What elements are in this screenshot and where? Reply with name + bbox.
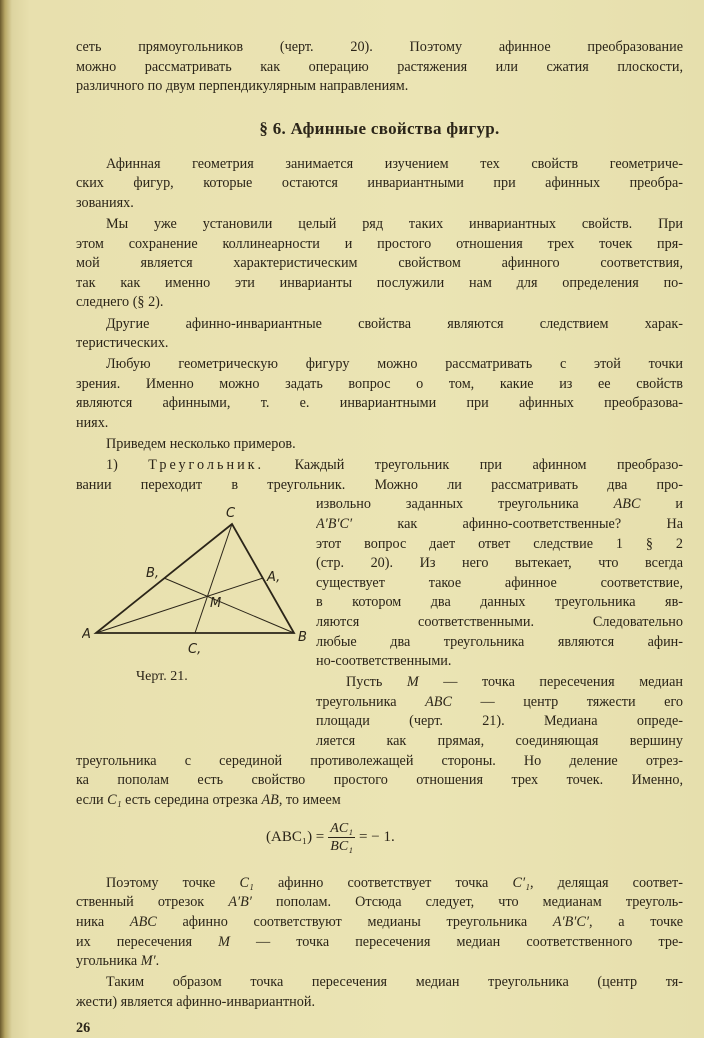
text-line: треугольника с серединой противолежащей стороны. Но деление отрез- [76,752,683,769]
figure-caption: Черт. 21. [136,669,188,685]
text-line: этом сохранение коллинеарности и простого отношения трех точек пря- [76,235,683,252]
text-line: Пусть M — точка пересечения медиан [346,674,683,691]
text-line: Приведем несколько примеров. [106,436,296,453]
text-line: ка пополам есть свойство простого отношения трех точек. Именно, [76,772,683,789]
text-line: Поэтому точке C₁ афинно соответствует точка C′₁, делящая соответ- [106,874,683,891]
text-line: ляется как прямая, соединяющая вершину [316,733,683,749]
median-c [195,524,232,633]
text-line: можно рассматривать как операцию растяжения или сжатия плоскости, [76,58,683,75]
label-c: C [226,506,236,522]
text-line: теристических. [76,335,169,352]
text-line: Другие афинно-инвариантные свойства являются следствием харак- [106,315,683,332]
median-b [164,578,294,633]
text-line: угольника M′. [76,953,160,970]
intro-paragraph [76,38,683,97]
text-line: жести) является афинно-инвариантной. [76,993,315,1010]
page-number: 26 [76,1019,91,1036]
text-line: этот вопрос дает ответ следствие 1 § 2 [316,535,683,552]
text-line: Таким образом точка пересечения медиан треугольника (центр тя- [106,974,683,991]
paragraph [76,315,683,354]
paragraph [76,215,683,313]
text-line: извольно заданных треугольника ABC и [316,496,683,513]
label-a1: A, [267,570,281,586]
text-line: но-соответственными. [316,653,452,670]
text-line: ниях. [76,415,109,431]
label-b1: B, [146,566,160,582]
term: Треугольник. [148,457,265,474]
text-line: зованиях. [76,194,134,211]
fraction-denominator: BC₁ [330,839,354,855]
formula-lhs: (ABC₁) = [266,829,325,846]
text-line: A′B′C′ как афинно-соответственные? На [316,515,683,532]
text-line: любые два треугольника являются афин- [316,633,683,650]
formula [76,810,683,872]
text-line: мой является характеристическим свойством афинного соответствия, [76,255,683,272]
fraction [328,820,355,855]
text-line: ника ABC афинно соответствуют медианы треугольника A′B′C′, а точке [76,914,683,931]
text-line: Любую геометрическую фигуру можно рассматривать с этой точки [106,356,683,373]
text-line: ских фигур, которые остаются инвариантными при афинных преобра- [76,175,683,192]
label-c1: C, [188,642,202,658]
text-line [76,456,683,476]
section-heading: § 6. Афинные свойства фигур. [259,118,500,138]
paragraph [76,155,683,214]
triangle-abc [96,524,294,633]
label-m: M [210,596,222,612]
text-line: существует такое афинное соответствие, [316,574,683,591]
text-line: ляются соответственными. Следовательно [316,613,683,630]
text-line: Мы уже установили целый ряд таких инвариантных свойств. При [106,216,683,233]
text-line: ственный отрезок A′B′ пополам. Отсюда следует, что медианам треуголь- [76,894,683,911]
text-line: (стр. 20). Из него вытекает, что всегда [316,555,683,572]
text-line: различного по двум перпендикулярным направлениям. [76,78,409,95]
text-line: их пересечения M — точка пересечения медиан соответственного тре- [76,933,683,950]
text-line: если C₁ есть середина отрезка AB, то имеем [76,791,341,808]
item-number: 1) [106,457,118,474]
text-line: вании переходит в треугольник. Можно ли рассматривать два про- [76,476,683,493]
text-line: площади (черт. 21). Медиана опреде- [316,713,683,730]
figure-21 [76,495,316,713]
paragraph [76,435,683,455]
text-line: являются афинными, т. е. инвариантными при афинных преобразова- [76,395,683,412]
median-a [96,578,263,633]
paragraph [76,973,683,1012]
text-line: Афинная геометрия занимается изучением тех свойств геометриче- [106,155,683,172]
label-b: B [298,630,307,646]
text-fragment: Каждый треугольник при афинном преобразо- [294,457,684,474]
fraction-numerator: AC₁ [330,821,354,837]
text-line: следнего (§ 2). [76,294,164,311]
text-line: треугольника ABC — центр тяжести его [316,693,683,710]
paragraph [76,456,683,810]
paragraph [76,874,683,972]
figure-side-text [316,495,683,751]
formula-rhs: = − 1. [359,829,395,846]
text-line: сеть прямоугольников (черт. 20). Поэтому афинное преобразование [76,39,683,55]
text-line: в котором два данных треугольника яв- [316,594,683,611]
book-page [76,38,683,1038]
paragraph [76,355,683,433]
text-line: зрения. Именно можно задать вопрос о том, какие из ее свойств [76,375,683,392]
triangle-medians-diagram [82,501,312,671]
text-line: так как именно эти инварианты послужили нам для определения по- [76,274,683,291]
label-a: A [82,627,91,643]
